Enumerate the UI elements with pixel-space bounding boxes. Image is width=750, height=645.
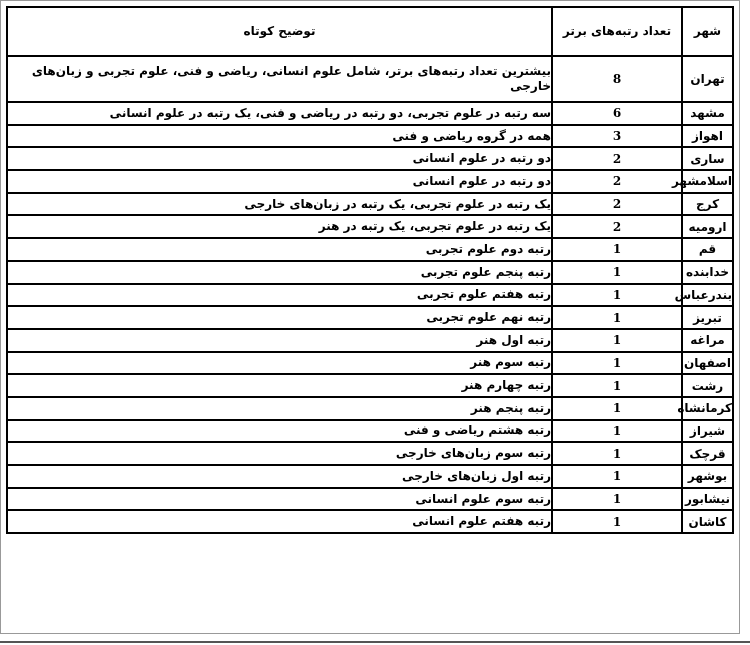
city-cell: شیراز xyxy=(682,420,733,443)
city-cell: کرج xyxy=(682,193,733,216)
city-rankings-table xyxy=(6,6,734,534)
table-row xyxy=(7,261,733,284)
description-cell: رتبه اول هنر xyxy=(7,329,552,352)
header-description: توضیح کوتاه xyxy=(7,7,552,56)
description-cell: دو رتبه در علوم انسانی xyxy=(7,147,552,170)
count-cell: 1 xyxy=(552,352,682,375)
table-row xyxy=(7,465,733,488)
count-cell: 1 xyxy=(552,306,682,329)
city-cell: تبریز xyxy=(682,306,733,329)
table-row xyxy=(7,397,733,420)
city-cell: ساری xyxy=(682,147,733,170)
description-cell: رتبه سوم زبان‌های خارجی xyxy=(7,442,552,465)
count-cell: 6 xyxy=(552,102,682,125)
count-cell: 1 xyxy=(552,238,682,261)
header-count: تعداد رتبه‌های برتر xyxy=(552,7,682,56)
description-cell: رتبه دوم علوم تجربی xyxy=(7,238,552,261)
city-cell: اصفهان xyxy=(682,352,733,375)
table-row xyxy=(7,102,733,125)
count-cell: 1 xyxy=(552,442,682,465)
count-cell: 1 xyxy=(552,488,682,511)
city-cell: رشت xyxy=(682,374,733,397)
city-cell: اهواز xyxy=(682,125,733,148)
bottom-divider xyxy=(0,641,750,643)
table-row xyxy=(7,284,733,307)
description-cell: رتبه اول زبان‌های خارجی xyxy=(7,465,552,488)
description-cell: بیشترین تعداد رتبه‌های برتر، شامل علوم انسانی، ریاضی و فنی، علوم تجربی و زبان‌های خارجی xyxy=(7,56,552,102)
table-header-row xyxy=(7,7,733,56)
table-row xyxy=(7,374,733,397)
count-cell: 2 xyxy=(552,170,682,193)
city-cell: کاشان xyxy=(682,510,733,533)
table-row xyxy=(7,352,733,375)
table-row xyxy=(7,510,733,533)
city-cell: اسلامشهر xyxy=(682,170,733,193)
description-cell: رتبه پنجم علوم تجربی xyxy=(7,261,552,284)
description-cell: رتبه نهم علوم تجربی xyxy=(7,306,552,329)
description-cell: یک رتبه در علوم تجربی، یک رتبه در هنر xyxy=(7,215,552,238)
city-cell: مشهد xyxy=(682,102,733,125)
count-cell: 1 xyxy=(552,261,682,284)
description-cell: سه رتبه در علوم تجربی، دو رتبه در ریاضی و فنی، یک رتبه در علوم انسانی xyxy=(7,102,552,125)
count-cell: 1 xyxy=(552,465,682,488)
city-cell: کرمانشاه xyxy=(682,397,733,420)
city-cell: نیشابور xyxy=(682,488,733,511)
city-cell: بوشهر xyxy=(682,465,733,488)
description-cell: رتبه هشتم ریاضی و فنی xyxy=(7,420,552,443)
count-cell: 1 xyxy=(552,374,682,397)
description-cell: همه در گروه ریاضی و فنی xyxy=(7,125,552,148)
description-cell: رتبه هفتم علوم انسانی xyxy=(7,510,552,533)
table-row xyxy=(7,329,733,352)
count-cell: 1 xyxy=(552,329,682,352)
table-row xyxy=(7,420,733,443)
table-row xyxy=(7,215,733,238)
count-cell: 2 xyxy=(552,147,682,170)
count-cell: 2 xyxy=(552,193,682,216)
description-cell: رتبه سوم علوم انسانی xyxy=(7,488,552,511)
city-cell: بندرعباس xyxy=(682,284,733,307)
count-cell: 3 xyxy=(552,125,682,148)
table-row xyxy=(7,488,733,511)
description-cell: رتبه پنجم هنر xyxy=(7,397,552,420)
city-cell: مراغه xyxy=(682,329,733,352)
count-cell: 2 xyxy=(552,215,682,238)
description-cell: رتبه هفتم علوم تجربی xyxy=(7,284,552,307)
table-row xyxy=(7,56,733,102)
table-row xyxy=(7,170,733,193)
header-city: شهر xyxy=(682,7,733,56)
table-row xyxy=(7,125,733,148)
table-row xyxy=(7,147,733,170)
description-cell: یک رتبه در علوم تجربی، یک رتبه در زبان‌های خارجی xyxy=(7,193,552,216)
description-cell: رتبه سوم هنر xyxy=(7,352,552,375)
count-cell: 1 xyxy=(552,510,682,533)
count-cell: 8 xyxy=(552,56,682,102)
table-row xyxy=(7,238,733,261)
city-cell: قرچک xyxy=(682,442,733,465)
count-cell: 1 xyxy=(552,397,682,420)
table-row xyxy=(7,193,733,216)
table-row xyxy=(7,306,733,329)
table-row xyxy=(7,442,733,465)
count-cell: 1 xyxy=(552,284,682,307)
description-cell: دو رتبه در علوم انسانی xyxy=(7,170,552,193)
city-cell: خدابنده xyxy=(682,261,733,284)
city-cell: ارومیه xyxy=(682,215,733,238)
description-cell: رتبه چهارم هنر xyxy=(7,374,552,397)
count-cell: 1 xyxy=(552,420,682,443)
city-cell: قم xyxy=(682,238,733,261)
city-cell: تهران xyxy=(682,56,733,102)
